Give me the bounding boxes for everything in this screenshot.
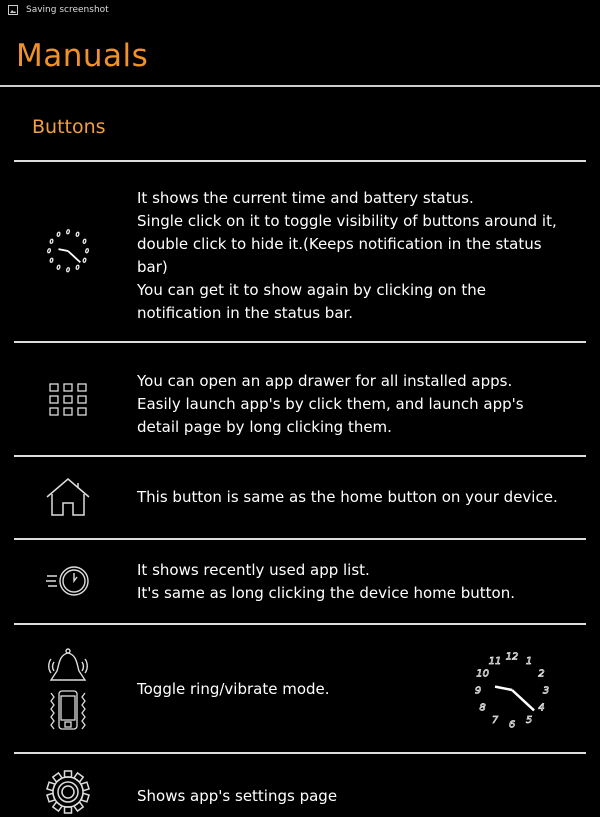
clock-number: 2: [538, 668, 545, 680]
list-item: [14, 161, 586, 341]
clock-number: 0: [66, 229, 70, 236]
clock-number: 9: [474, 685, 482, 697]
image-icon: [8, 5, 18, 15]
clock-number: 0: [75, 264, 80, 272]
page-title: Manuals: [16, 38, 149, 74]
gear-tooth: [65, 807, 72, 813]
clock-number: 3: [542, 685, 550, 697]
item-text: This button is same as the home button on your device.: [137, 488, 558, 506]
clock-number: 0: [82, 238, 87, 246]
home-icon: [36, 475, 100, 519]
item-text: double click to hide it.(Keeps notification in the status: [137, 235, 542, 253]
status-bar: [0, 0, 600, 20]
list-item: [14, 539, 586, 623]
clock-number: 0: [56, 264, 61, 272]
clock-number: 10: [476, 668, 489, 680]
item-text: Shows app's settings page: [137, 787, 338, 805]
clock-number: 6: [508, 719, 516, 731]
clock-number: 12: [505, 651, 519, 663]
vibrate-icon: [48, 689, 88, 731]
notification-text: Saving screenshot: [26, 5, 109, 15]
bell-vibrate-icon: [36, 644, 100, 734]
clock-number: 0: [82, 257, 87, 265]
item-text: You can get it to show again by clicking on the: [137, 281, 486, 299]
gear-icon: [36, 767, 100, 817]
item-text: It shows the current time and battery status.: [137, 189, 474, 207]
clock-hand: [68, 251, 80, 262]
clock-number: 0: [85, 248, 89, 255]
floating-clock-icon[interactable]: [470, 646, 554, 734]
item-text: It's same as long clicking the device home button.: [137, 584, 515, 602]
item-text: detail page by long clicking them.: [137, 418, 392, 436]
list-item: [14, 342, 586, 455]
item-text: You can open an app drawer for all installed apps.: [137, 372, 513, 390]
clock-number: 4: [538, 702, 545, 714]
list-item: [14, 456, 586, 538]
clock-number: 1: [525, 655, 533, 667]
clock-number: 0: [66, 267, 70, 274]
item-text: bar): [137, 258, 168, 276]
bell-icon: [45, 647, 91, 683]
clock-hand: [512, 690, 534, 710]
clock-number: 0: [75, 231, 80, 239]
clock-number: 7: [491, 714, 499, 726]
list-item: [14, 753, 586, 813]
clock-number: 0: [49, 257, 54, 265]
item-text: It shows recently used app list.: [137, 561, 370, 579]
divider: [0, 85, 600, 87]
gear-tooth: [65, 771, 72, 777]
clock-number: 0: [47, 248, 51, 255]
app-grid-icon: [36, 378, 100, 422]
item-text: notification in the status bar.: [137, 304, 354, 322]
clock-number: 5: [525, 714, 533, 726]
clock-number: 8: [479, 702, 486, 714]
item-text: Single click on it to toggle visibility of buttons around it,: [137, 212, 557, 230]
section-title: Buttons: [32, 116, 106, 138]
clock-number: 0: [56, 231, 61, 239]
item-text: Toggle ring/vibrate mode.: [137, 680, 330, 698]
clock-hand: [495, 687, 512, 690]
recent-apps-icon: [36, 559, 100, 603]
item-text: Easily launch app's by click them, and launch app's: [137, 395, 524, 413]
clock-hand: [59, 249, 69, 251]
clock-icon: [36, 221, 100, 281]
clock-number: 0: [49, 238, 54, 246]
clock-number: 11: [488, 655, 502, 667]
